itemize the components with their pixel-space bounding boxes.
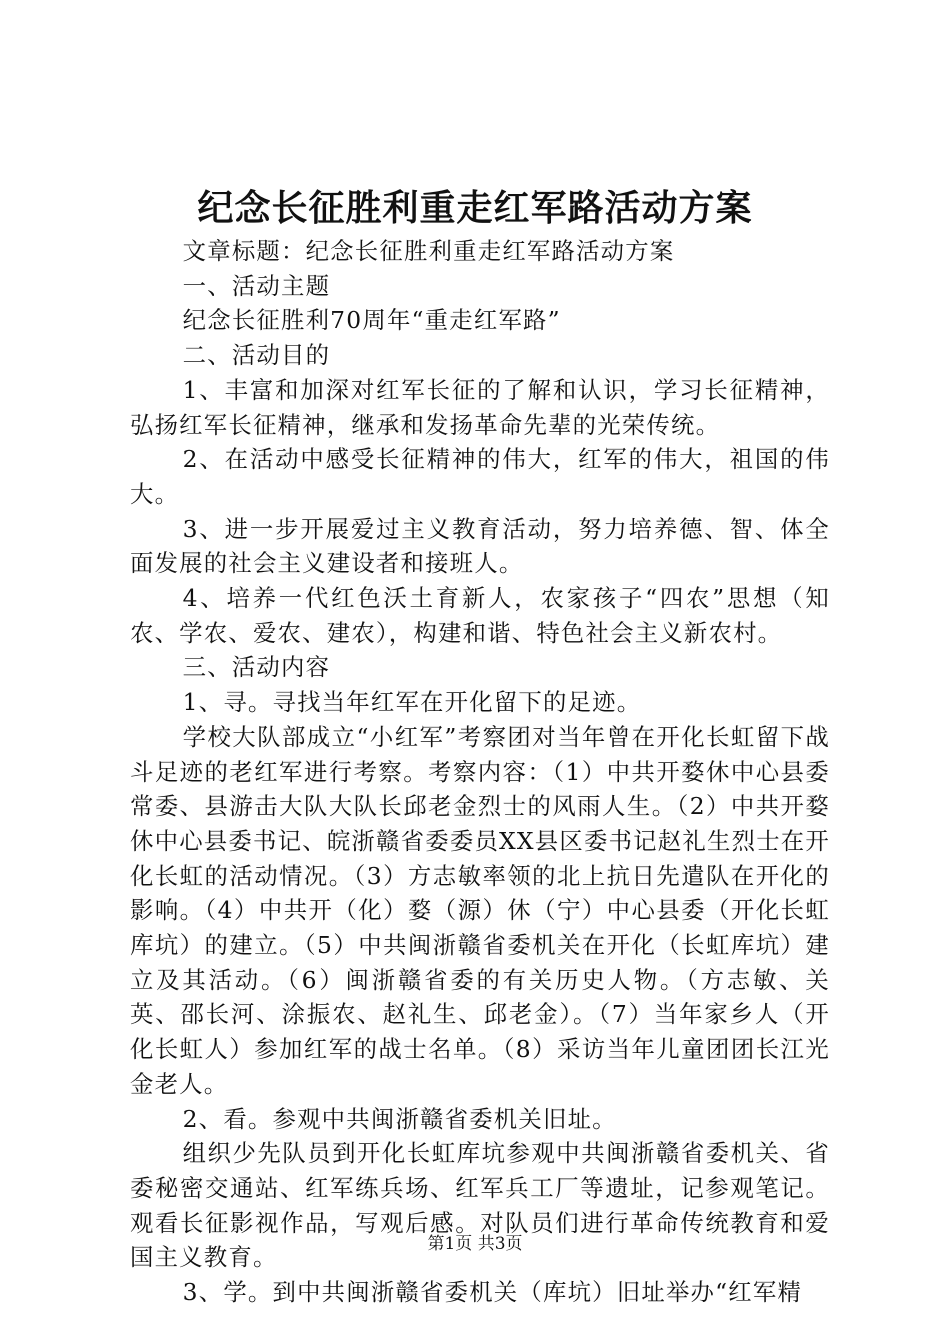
document-body <box>130 234 830 1310</box>
paragraph: 1、寻。寻找当年红军在开化留下的足迹。 <box>182 688 642 717</box>
paragraph: 2、看。参观中共闽浙赣省委机关旧址。 <box>182 1104 617 1133</box>
paragraph: 3、进一步开展爱过主义教育活动，努力培养德、智、体全面发展的社会主义建设者和接班人。 <box>130 514 830 578</box>
paragraph: 二、活动目的 <box>182 341 331 370</box>
paragraph: 4、培养一代红色沃土育新人，农家孩子“四农”思想（知农、学农、爱农、建农），构建和谐、特色社会主义新农村。 <box>130 584 830 647</box>
paragraph: 三、活动内容 <box>182 653 331 682</box>
paragraph: 2、在活动中感受长征精神的伟大，红军的伟大，祖国的伟大。 <box>130 445 830 508</box>
paragraph: 纪念长征胜利70周年“重走红军路” <box>182 306 561 335</box>
paragraph: 学校大队部成立“小红军”考察团对当年曾在开化长虹留下战斗足迹的老红军进行考察。考察内容：（1）中共开婺休中心县委常委、县游击大队大队长邱老金烈士的风雨人生。（2）中共开婺休中心县委书记、皖浙赣省委委员XX县区委书记赵礼生烈士在开化长虹的活动情况。（3）方志敏率领的北上抗日先遣队在开化的影响。（4）中共开（化）婺（源）休（宁）中心县委（开化长虹库坑）的建立。（5）中共闽浙赣省委机关在开化（长虹库坑）建立及其活动。（6）闽浙赣省委的有关历史人物。（方志敏、关英、邵长河、涂振农、赵礼生、邱老金）。（7）当年家乡人（开化长虹人）参加红军的战士名单。（8）采访当年儿童团团长江光金老人。 <box>130 722 830 1098</box>
paragraph: 一、活动主题 <box>182 271 331 300</box>
paragraph: 组织少先队员到开化长虹库坑参观中共闽浙赣省委机关、省委秘密交通站、红军练兵场、红军兵工厂等遗址，记参观笔记。观看长征影视作品，写观后感。对队员们进行革命传统教育和爱国主义教育。 <box>130 1139 830 1272</box>
paragraph: 文章标题：纪念长征胜利重走红军路活动方案 <box>182 237 675 265</box>
paragraph: 1、丰富和加深对红军长征的了解和认识，学习长征精神，弘扬红军长征精神，继承和发扬革命先辈的光荣传统。 <box>130 375 830 439</box>
document-title: 纪念长征胜利重走红军路活动方案 <box>197 188 753 229</box>
paragraph: 3、学。到中共闽浙赣省委机关（库坑）旧址举办“红军精 <box>182 1278 803 1307</box>
page-footer: 第1页 共3页 <box>427 1234 523 1254</box>
